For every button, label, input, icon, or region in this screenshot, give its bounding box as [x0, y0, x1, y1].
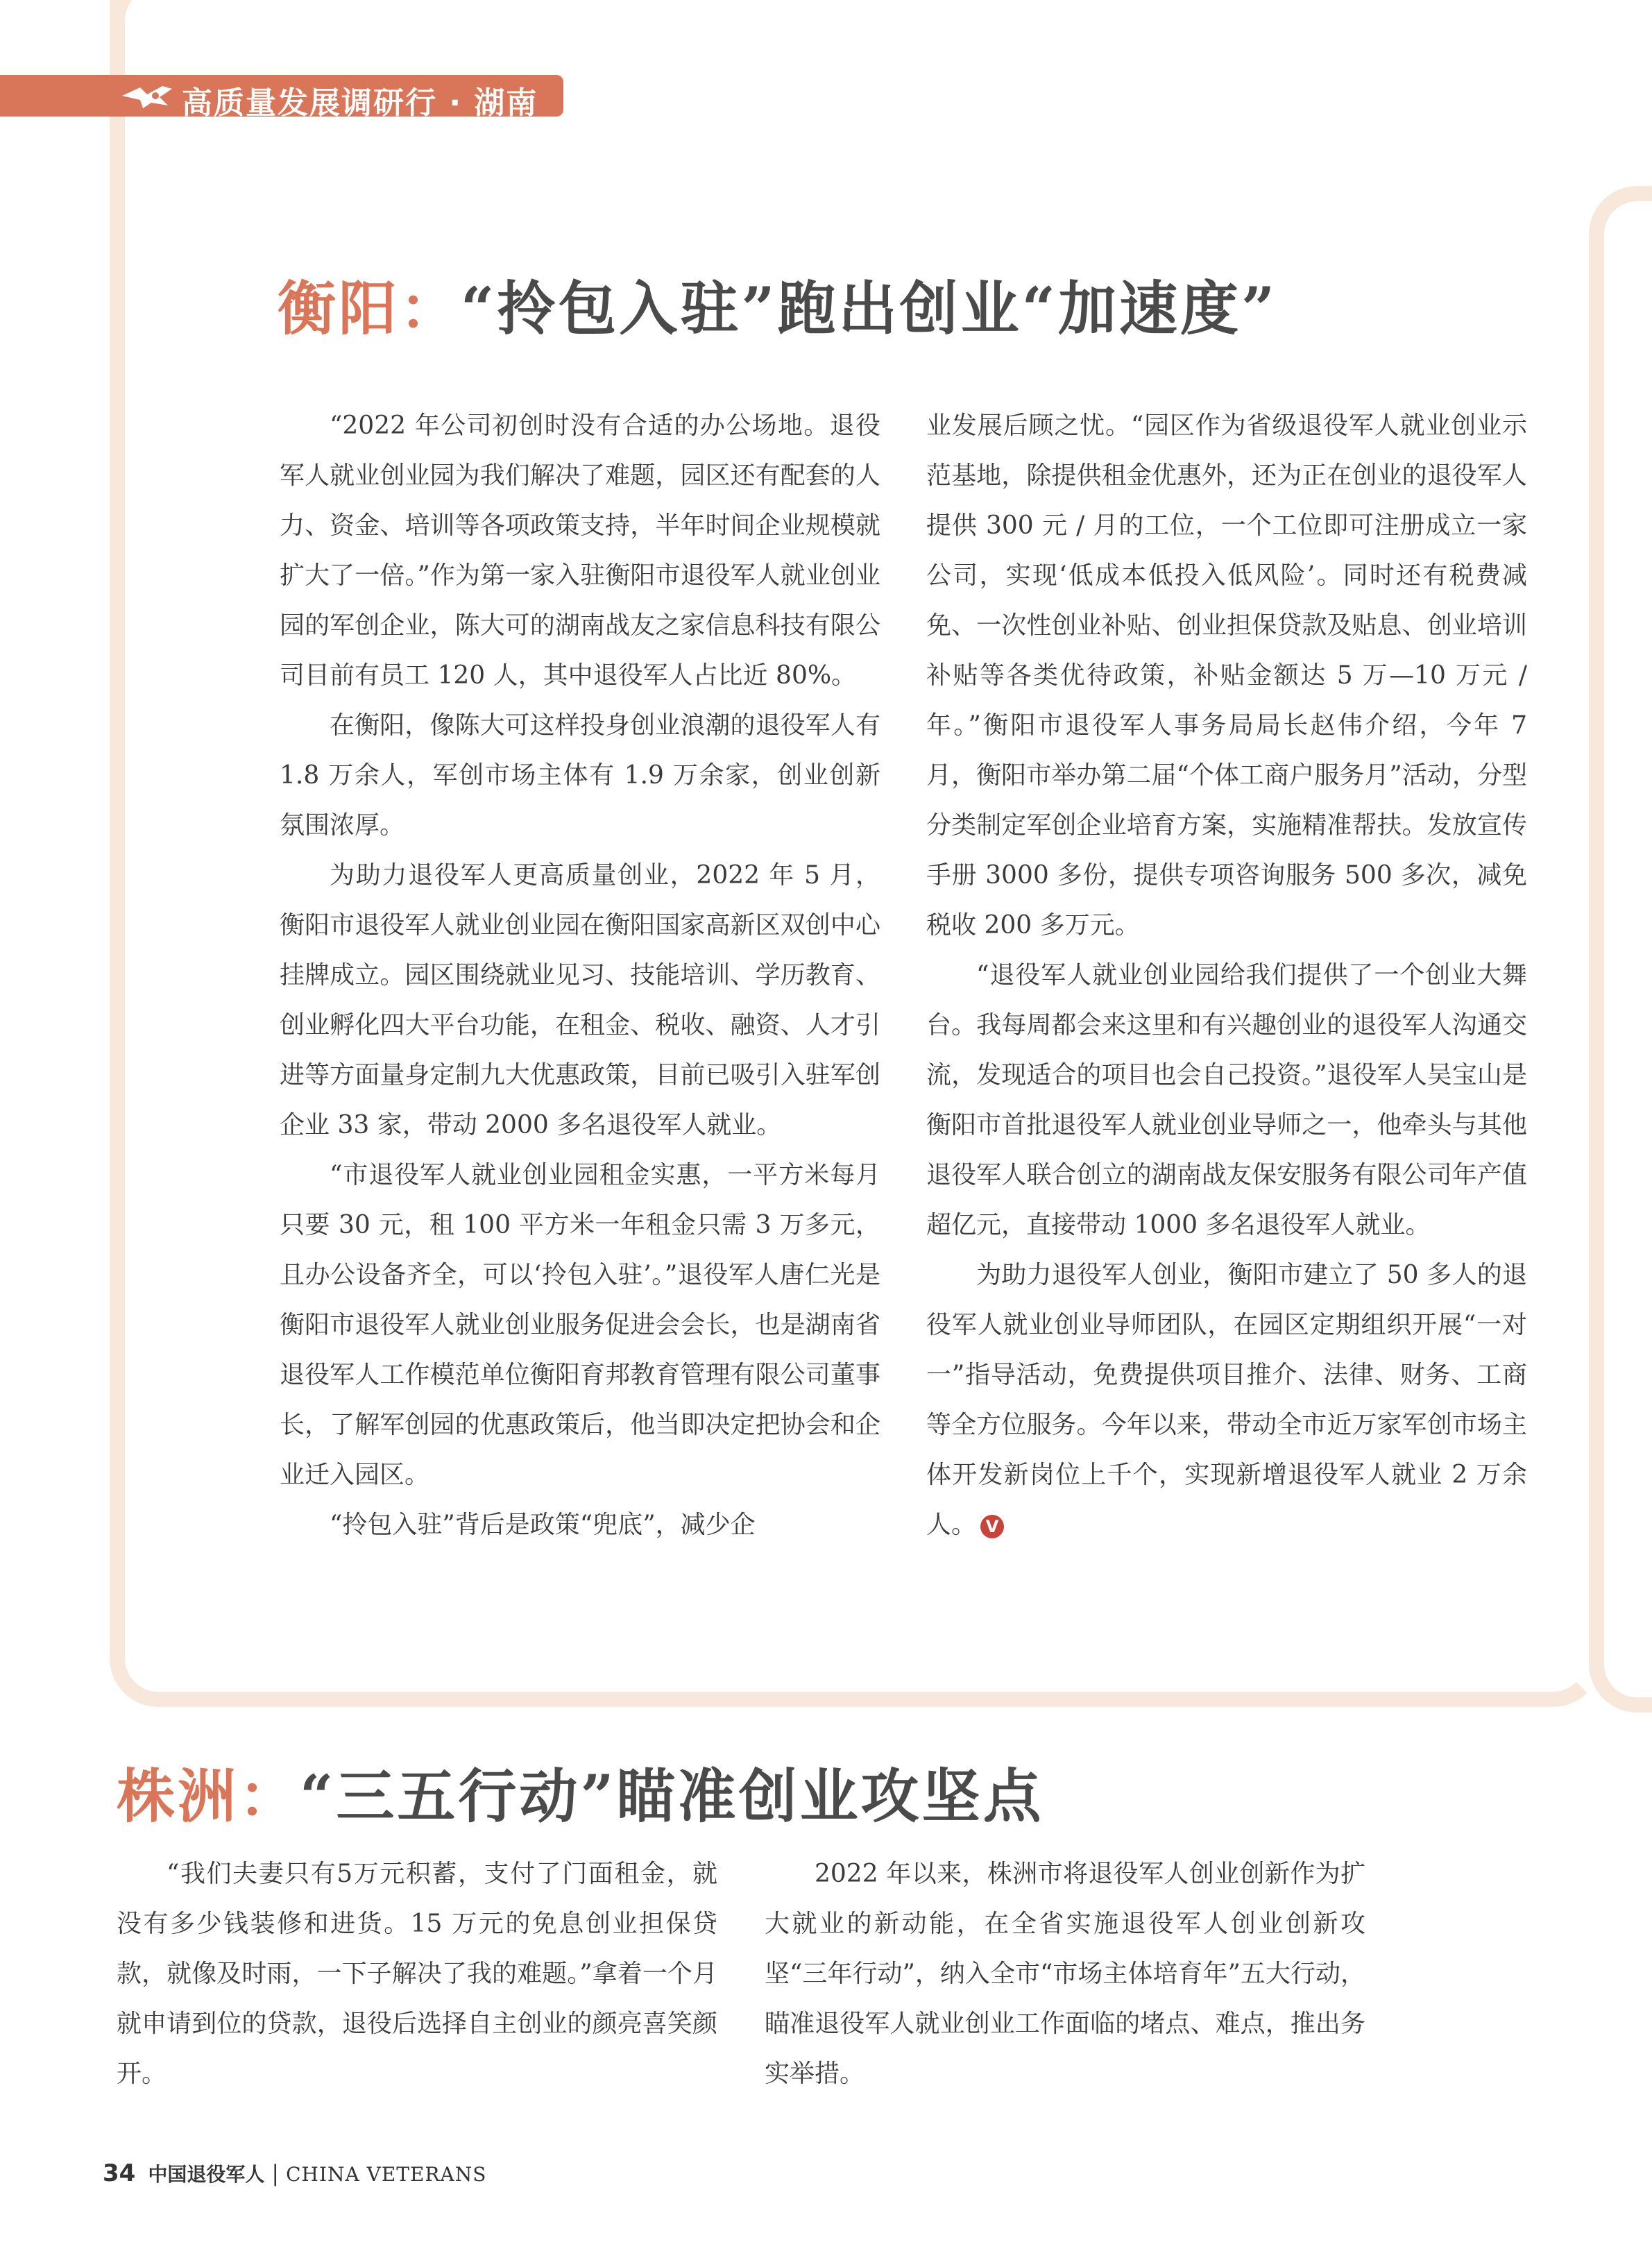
paragraph: “退役军人就业创业园给我们提供了一个创业大舞台。我每周都会来这里和有兴趣创业的退役军人沟通交流，发现适合的项目也会自己投资。”退役军人吴宝山是衡阳市首批退役军人就业创业导师之一，他牵头与其他退役军人联合创立的湖南战友保安服务有限公司年产值超亿元，直接带动 1000 多名退役军人就业。 [926, 961, 1527, 1239]
page-footer [103, 2159, 486, 2187]
decorative-frame-right [1589, 186, 1652, 1713]
paragraph: “我们夫妻只有5万元积蓄，支付了门面租金，就没有多少钱装修和进货。15 万元的免息创业担保贷款，就像及时雨，一下子解决了我的难题。”拿着一个月就申请到位的贷款，退役后选择自主创业的颜亮喜笑颜开。 [117, 1860, 717, 2088]
page-number: 34 [103, 2159, 136, 2187]
title-text: “拎包入驻”跑出创业“加速度” [461, 274, 1278, 343]
article-title-hengyang [278, 262, 1277, 346]
banner-title: 高质量发展调研行 · 湖南 [182, 85, 538, 121]
footer-separator: | [271, 2160, 280, 2186]
article-title-zhuzhou [117, 1750, 1044, 1834]
paragraph: “2022 年公司初创时没有合适的办公场地。退役军人就业创业园为我们解决了难题，园区还有配套的人力、资金、培训等各项政策支持，半年时间企业规模就扩大了一倍。”作为第一家入驻衡阳市退役军人就业创业园的军创企业，陈大可的湖南战友之家信息科技有限公司目前有员工 120 人，其中退役军人占比近 80%。 [280, 411, 880, 690]
paragraph: “拎包入驻”背后是政策“兜底”，减少企 [330, 1511, 756, 1539]
article2-column-left [117, 1849, 717, 2099]
title-text: “三五行动”瞄准创业攻坚点 [300, 1762, 1044, 1831]
paragraph: 2022 年以来，株洲市将退役军人创业创新作为扩大就业的新动能，在全省实施退役军人创业创新攻坚“三年行动”，纳入全市“市场主体培育年”五大行动，瞄准退役军人就业创业工作面临的堵点、难点，推出务实举措。 [765, 1860, 1365, 2088]
paragraph: 业发展后顾之忧。“园区作为省级退役军人就业创业示范基地，除提供租金优惠外，还为正在创业的退役军人提供 300 元 / 月的工位，一个工位即可注册成立一家公司，实现‘低成本低投入低风险’。同时还有税费减免、一次性创业补贴、创业担保贷款及贴息、创业培训补贴等各类优待政策，补贴金额达 5 万—10 万元 / 年。”衡阳市退役军人事务局局长赵伟介绍，今年 7 月，衡阳市举办第二届“个体工商户服务月”活动，分型分类制定军创企业培育方案，实施精准帮扶。发放宣传手册 3000 多份，提供专项咨询服务 500 多次，减免税收 200 多万元。 [926, 411, 1527, 940]
paragraph [926, 1250, 1527, 1550]
magazine-name-en: CHINA VETERANS [286, 2163, 487, 2186]
article2-column-right [765, 1849, 1365, 2099]
magazine-name-cn: 中国退役军人 [148, 2163, 265, 2186]
section-banner [0, 75, 563, 121]
article1-column-left [280, 401, 880, 1550]
title-city: 株洲： [117, 1762, 300, 1831]
article1-column-right [926, 401, 1527, 1550]
end-mark-icon: V [980, 1515, 1004, 1538]
paragraph: “市退役军人就业创业园租金实惠，一平方米每月只要 30 元，租 100 平方米一年租金只需 3 万多元，且办公设备齐全，可以‘拎包入驻’。”退役军人唐仁光是衡阳市退役军人就业创业服务促进会会长，也是湖南省退役军人工作模范单位衡阳育邦教育管理有限公司董事长，了解军创园的优惠政策后，他当即决定把协会和企业迁入园区。 [280, 1161, 880, 1489]
paragraph: 为助力退役军人更高质量创业，2022 年 5 月，衡阳市退役军人就业创业园在衡阳国家高新区双创中心挂牌成立。园区围绕就业见习、技能培训、学历教育、创业孵化四大平台功能，在租金、税收、融资、人才引进等方面量身定制九大优惠政策，目前已吸引入驻军创企业 33 家，带动 2000 多名退役军人就业。 [280, 861, 880, 1139]
paragraph-text: 为助力退役军人创业，衡阳市建立了 50 多人的退役军人就业创业导师团队，在园区定期组织开展“一对一”指导活动，免费提供项目推介、法律、财务、工商等全方位服务。今年以来，带动全市近万家军创市场主体开发新岗位上千个，实现新增退役军人就业 2 万余人。 [926, 1261, 1527, 1539]
veterans-logo-icon [119, 82, 175, 110]
paragraph: 在衡阳，像陈大可这样投身创业浪潮的退役军人有 1.8 万余人，军创市场主体有 1.9 万余家，创业创新氛围浓厚。 [280, 711, 880, 840]
title-city: 衡阳： [278, 274, 461, 343]
